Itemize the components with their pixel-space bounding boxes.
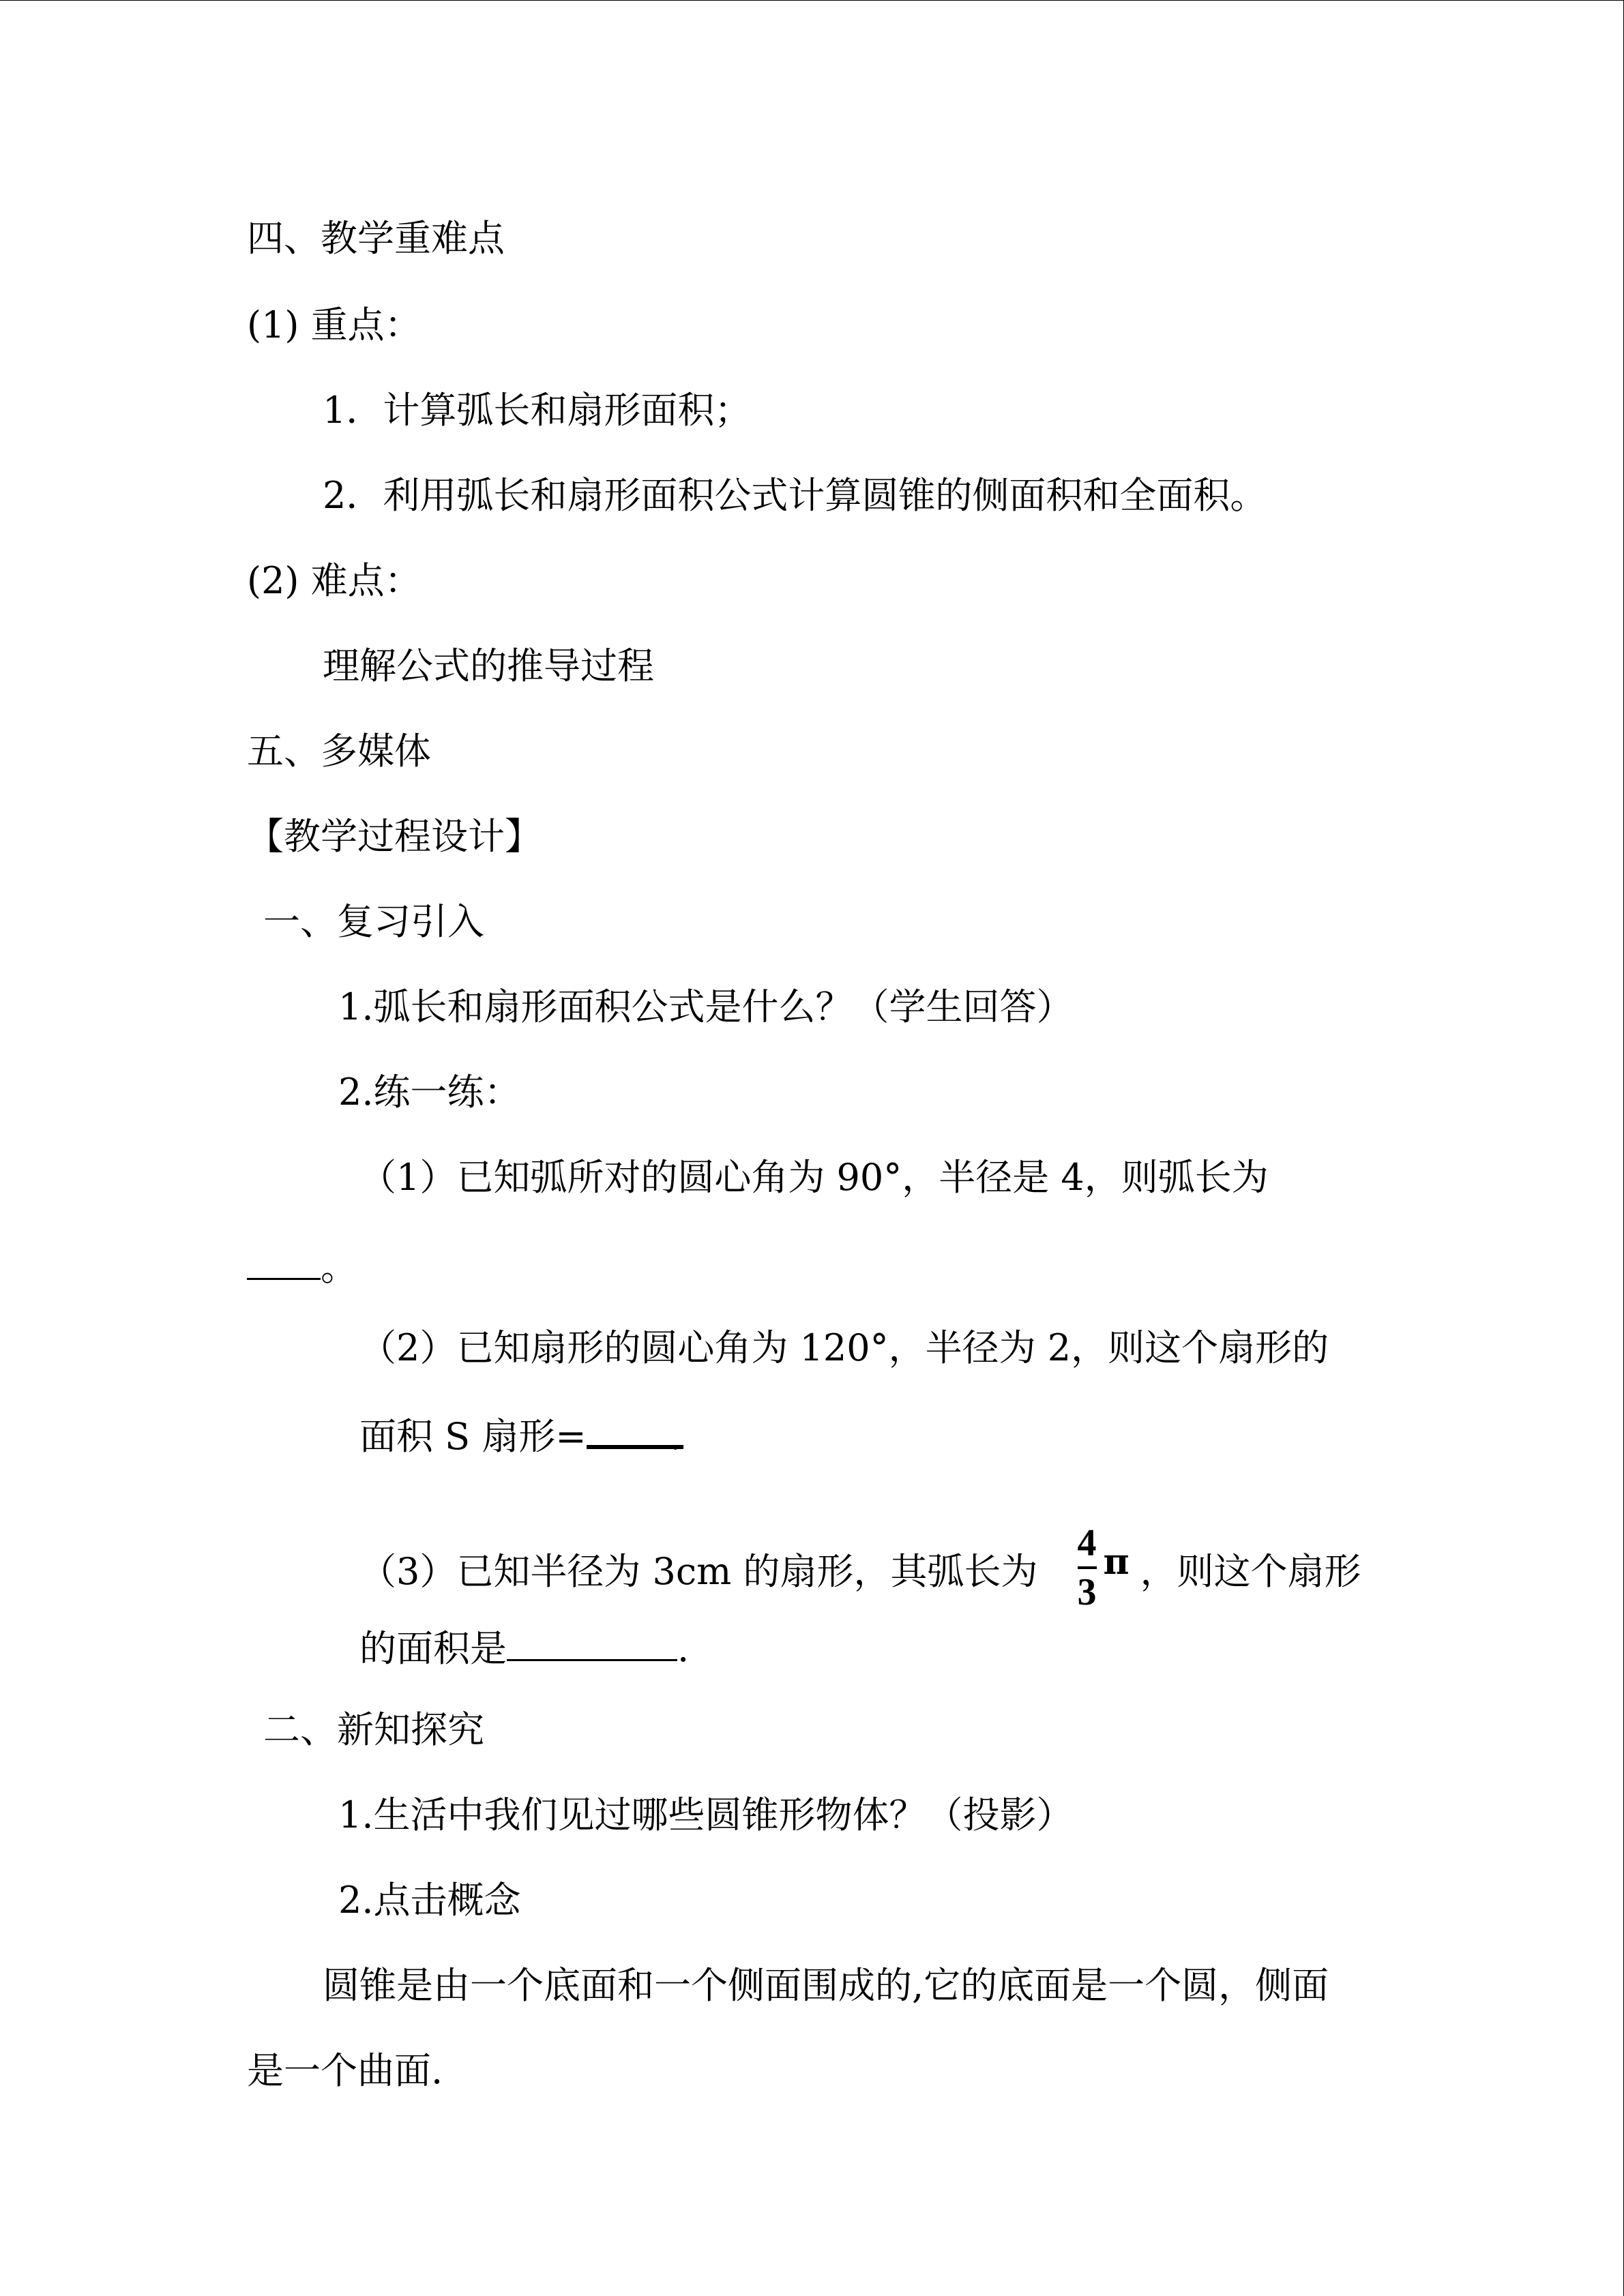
answer-blank-1[interactable] xyxy=(247,1248,321,1280)
review-question-1: 1.弧长和扇形面积公式是什么？（学生回答） xyxy=(338,985,1074,1028)
exercise-1: （1）已知弧所对的圆心角为 90°，半径是 4，则弧长为 xyxy=(359,1156,1269,1199)
section-heading-review: 一、复习引入 xyxy=(263,900,484,943)
section-heading-multimedia: 五、多媒体 xyxy=(247,730,431,773)
section-heading-explore: 二、新知探究 xyxy=(263,1708,484,1751)
heading-process-design: 【教学过程设计】 xyxy=(247,815,542,858)
answer-blank-2[interactable] xyxy=(587,1415,683,1449)
exercise-3-end: . xyxy=(677,1627,690,1670)
page-top-border xyxy=(0,0,1623,1)
focus-item-2: 2．利用弧长和扇形面积公式计算圆锥的侧面积和全面积。 xyxy=(323,474,1267,517)
exercise-3-answer-prompt: 的面积是 xyxy=(359,1627,507,1670)
subheading-focus: (1) 重点： xyxy=(247,303,422,346)
exercise-2-end: . xyxy=(669,1415,681,1458)
pi-symbol: π xyxy=(1103,1541,1130,1583)
fraction-bar xyxy=(1078,1566,1097,1569)
cone-definition-cont: 是一个曲面. xyxy=(247,2049,443,2092)
answer-blank-3[interactable] xyxy=(507,1629,677,1661)
exercise-1-end: 。 xyxy=(321,1246,357,1289)
exercise-3-tail: ，则这个扇形 xyxy=(1140,1550,1361,1593)
section-heading-key-points: 四、教学重难点 xyxy=(247,217,505,260)
review-question-2: 2.练一练： xyxy=(338,1071,521,1114)
explore-question-1: 1.生活中我们见过哪些圆锥形物体？（投影） xyxy=(338,1793,1074,1836)
cone-definition: 圆锥是由一个底面和一个侧面围成的,它的底面是一个圆，侧面 xyxy=(323,1964,1329,2007)
exercise-2: （2）已知扇形的圆心角为 120°，半径为 2，则这个扇形的 xyxy=(359,1326,1329,1369)
difficulty-item: 理解公式的推导过程 xyxy=(323,644,654,687)
exercise-2-prompt: 面积 S 扇形= xyxy=(359,1415,587,1458)
fraction-four-thirds xyxy=(1078,1524,1097,1611)
exercise-3-prompt: （3）已知半径为 3cm 的扇形，其弧长为 xyxy=(359,1550,1038,1593)
exercise-3-answer-line xyxy=(359,1627,690,1670)
focus-item-1: 1．计算弧长和扇形面积； xyxy=(323,389,752,432)
fraction-denominator: 3 xyxy=(1077,1571,1097,1613)
exercise-3 xyxy=(359,1522,1361,1618)
explore-question-2: 2.点击概念 xyxy=(338,1879,521,1922)
fraction-numerator: 4 xyxy=(1077,1522,1097,1564)
subheading-difficulty: (2) 难点： xyxy=(247,559,422,602)
exercise-2-answer-line xyxy=(359,1415,695,1458)
exercise-1-answer-line xyxy=(247,1246,357,1289)
